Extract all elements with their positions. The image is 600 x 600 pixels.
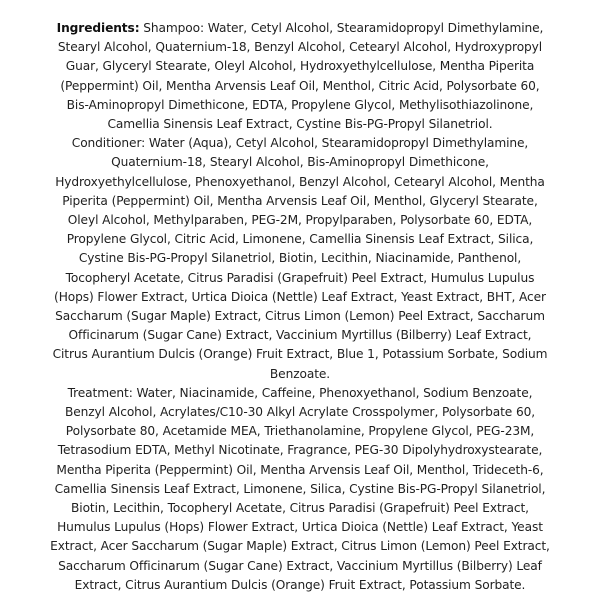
ingredients-panel: [50, 19, 550, 595]
shampoo-ingredients-text: Shampoo: Water, Cetyl Alcohol, Stearamidopropyl Dimethylamine, Stearyl Alcohol, Quaternium-18, Benzyl Alcohol, Cetearyl Alcohol, Hydroxypropyl Guar, Glyceryl Stearate, Oleyl Alcohol, Hydroxyethylcellulose, Mentha Piperita (Peppermint) Oil, Mentha Arvensis Leaf Oil, Menthol, Citric Acid, Polysorbate 60, Bis-Aminopropyl Dimethicone, EDTA, Propylene Glycol, Methylisothiazolinone, Camellia Sinensis Leaf Extract, Cystine Bis-PG-Propyl Silanetriol.: [57, 21, 544, 132]
treatment-ingredients: Treatment: Water, Niacinamide, Caffeine, Phenoxyethanol, Sodium Benzoate, Benzyl Alcohol, Acrylates/C10-30 Alkyl Acrylate Crosspolymer, Polysorbate 60, Polysorbate 80, Acetamide MEA, Triethanolamine, Propylene Glycol, PEG-23M, Tetrasodium EDTA, Methyl Nicotinate, Fragrance, PEG-30 Dipolyhydroxystearate, Mentha Piperita (Peppermint) Oil, Mentha Arvensis Leaf Oil, Menthol, Trideceth-6, Camellia Sinensis Leaf Extract, Limonene, Silica, Cystine Bis-PG-Propyl Silanetriol, Biotin, Lecithin, Tocopheryl Acetate, Citrus Paradisi (Grapefruit) Peel Extract, Humulus Lupulus (Hops) Flower Extract, Urtica Dioica (Nettle) Leaf Extract, Yeast Extract, Acer Saccharum (Sugar Maple) Extract, Citrus Limon (Lemon) Peel Extract, Saccharum Officinarum (Sugar Cane) Extract, Vaccinium Myrtillus (Bilberry) Leaf Extract, Citrus Aurantium Dulcis (Orange) Fruit Extract, Potassium Sorbate.: [50, 385, 550, 592]
conditioner-ingredients: Conditioner: Water (Aqua), Cetyl Alcohol, Stearamidopropyl Dimethylamine, Quaternium-18, Stearyl Alcohol, Bis-Aminopropyl Dimethicone, Hydroxyethylcellulose, Phenoxyethanol, Benzyl Alcohol, Cetearyl Alcohol, Mentha Piperita (Peppermint) Oil, Mentha Arvensis Leaf Oil, Menthol, Glyceryl Stearate, Oleyl Alcohol, Methylparaben, PEG-2M, Propylparaben, Polysorbate 60, EDTA, Propylene Glycol, Citric Acid, Limonene, Camellia Sinensis Leaf Extract, Silica, Cystine Bis-PG-Propyl Silanetriol, Biotin, Lecithin, Niacinamide, Panthenol, Tocopheryl Acetate, Citrus Paradisi (Grapefruit) Peel Extract, Humulus Lupulus (Hops) Flower Extract, Urtica Dioica (Nettle) Leaf Extract, Yeast Extract, BHT, Acer Saccharum (Sugar Maple) Extract, Citrus Limon (Lemon) Peel Extract, Saccharum Officinarum (Sugar Cane) Extract, Vaccinium Myrtillus (Bilberry) Leaf Extract, Citrus Aurantium Dulcis (Orange) Fruit Extract, Blue 1, Potassium Sorbate, Sodium Benzoate.: [52, 136, 548, 381]
ingredients-heading: Ingredients:: [56, 21, 140, 35]
shampoo-ingredients: [50, 19, 550, 134]
